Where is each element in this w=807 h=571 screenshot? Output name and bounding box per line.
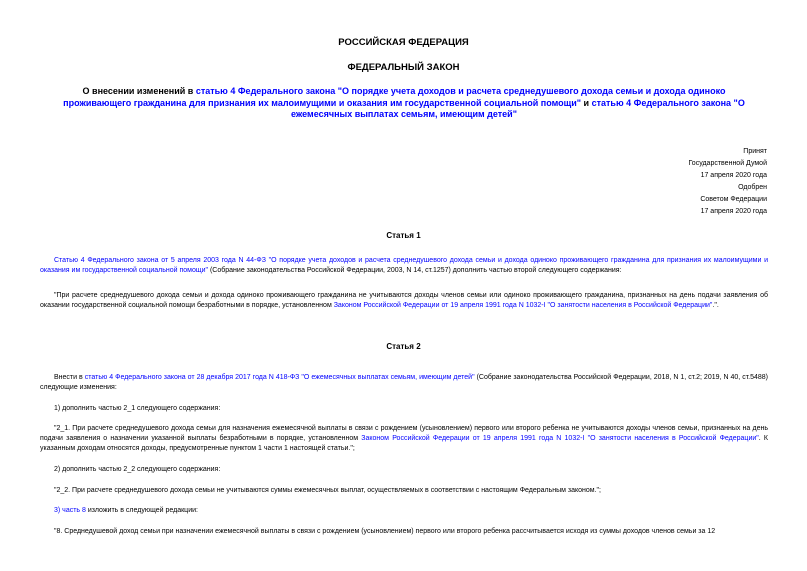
title-link-1[interactable]: статью 4 Федерального закона "О порядке учета доходов и расчета среднедушевого дохода семьи и дохода одиноко проживающего гражданина для признания их малоимущими и оказания им государственной социальной помощи" (63, 86, 726, 108)
title-text-1: О внесении изменений в (82, 86, 196, 96)
article-1-p2-end: .". (712, 302, 719, 309)
item-3-text: изложить в следующей редакции: (85, 507, 198, 514)
article-1-heading: Статья 1 (386, 231, 421, 240)
article-2-quote-2-1 (40, 424, 768, 454)
article-2-quote-2-2: "2_2. При расчете среднедушевого дохода семьи не учитываются суммы ежемесячных выплат, осуществляемых в соответствии с настоящим Федеральным законом."; (54, 487, 601, 494)
adoption-info (647, 146, 767, 218)
article-2-heading: Статья 2 (386, 342, 421, 351)
article-2-item-1: 1) дополнить частью 2_1 следующего содержания: (54, 405, 221, 412)
part-8-link[interactable]: часть 8 (62, 507, 86, 514)
title-text-2: и (581, 97, 592, 108)
country-heading: РОССИЙСКАЯ ФЕДЕРАЦИЯ (338, 37, 469, 48)
item-3-number: 3) (54, 507, 63, 514)
adoption-line-3: 17 апреля 2020 года (700, 172, 767, 179)
article-1-paragraph-1 (40, 256, 768, 276)
adoption-line-2: Государственной Думой (688, 160, 767, 167)
law-title (50, 86, 758, 121)
article-2-p1-start: Внести в (54, 374, 85, 381)
adoption-line-4: Одобрен (738, 184, 767, 191)
adoption-line-5: Советом Федерации (700, 196, 767, 203)
quote-2-1-end: . К указанным доходам относятся доходы, предусмотренные пунктом 1 части 1 настоящей статьи."; (40, 435, 768, 452)
quote-2-1-employment-law-link[interactable]: Законом Российской Федерации от 19 апреля 1991 года N 1032-I "О занятости населения в Российской Федерации" (361, 435, 759, 442)
article-1-employment-law-link[interactable]: Законом Российской Федерации от 19 апреля 1991 года N 1032-I "О занятости населения в Российской Федерации" (333, 302, 713, 309)
law-type-heading: ФЕДЕРАЛЬНЫЙ ЗАКОН (347, 62, 460, 73)
adoption-line-6: 17 апреля 2020 года (700, 208, 767, 215)
title-link-2[interactable]: статью 4 Федерального закона "О ежемесячных выплатах семьям, имеющим детей" (291, 97, 745, 119)
article-1-paragraph-2 (40, 291, 768, 311)
article-1-p2-text: "При расчете среднедушевого дохода семьи и дохода одиноко проживающего гражданина не учитываются доходы членов семьи или одиноко проживающего гражданина, признанных на день подачи заявления об оказании государственной социальной помощи безработными в порядке, установленном (40, 292, 768, 309)
article-2-law-link[interactable]: статью 4 Федерального закона от 28 декабря 2017 года N 418-ФЗ "О ежемесячных выплатах семьям, имеющим детей" (84, 374, 475, 381)
article-1-law-link[interactable]: Статью 4 Федерального закона от 5 апреля 2003 года N 44-ФЗ "О порядке учета доходов и расчета среднедушевого дохода семьи и дохода одиноко проживающего гражданина для признания их малоимущими и оказания им государственной социальной помощи" (40, 257, 768, 274)
article-2-item-3 (40, 506, 768, 516)
article-2-item-2: 2) дополнить частью 2_2 следующего содержания: (54, 466, 221, 473)
article-2-quote-8: "8. Среднедушевой доход семьи при назначении ежемесячной выплаты в связи с рождением (усыновлением) первого или второго ребенка рассчитывается исходя из суммы доходов членов семьи за 12 (54, 528, 716, 535)
quote-2-1-text: "2_1. При расчете среднедушевого дохода семьи для назначения ежемесячной выплаты в связи с рождением (усыновлением) первого или второго ребенка не учитываются доходы членов семьи, признанных на день подачи заявления о назначении указанной выплаты безработными в порядке, установленном (40, 425, 768, 442)
article-2-paragraph-1 (40, 373, 768, 393)
article-1-p1-text: (Собрание законодательства Российской Федерации, 2003, N 14, ст.1257) дополнить частью второй следующего содержания: (208, 267, 622, 274)
article-2-p1-text: (Собрание законодательства Российской Федерации, 2018, N 1, ст.2; 2019, N 40, ст.5488) следующие изменения: (40, 374, 769, 391)
adoption-line-1: Принят (743, 148, 767, 155)
